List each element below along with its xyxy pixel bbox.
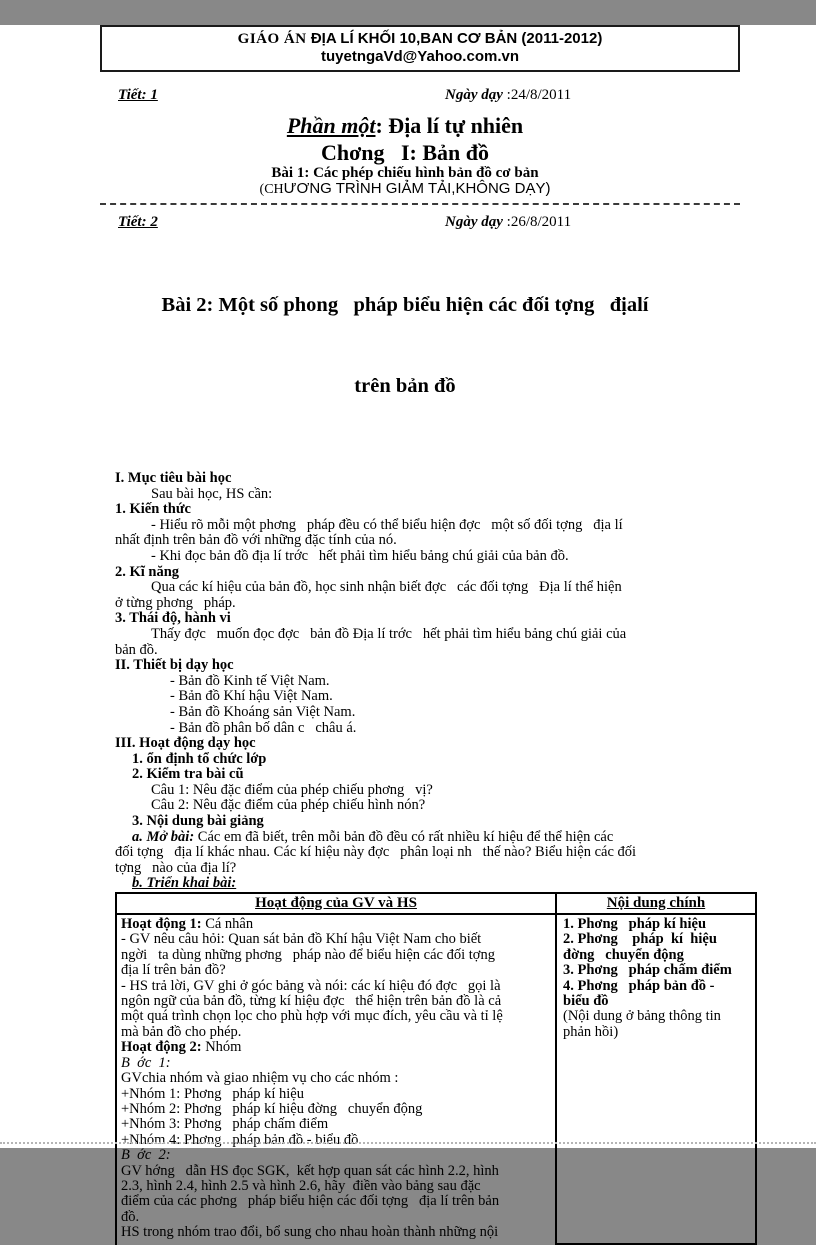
part-title [115,112,695,140]
gv-hs-activity-cell [117,915,557,1245]
line-text: +Nhóm 2: Phơng pháp kí hiệu đờng chuyển động [121,1100,423,1117]
line-text: 4. Phơng pháp bản đồ - [563,977,715,994]
table-header-right-cell [557,894,755,913]
ngay-day-1-value: :24/8/2011 [502,87,572,103]
header-left-label: Hoạt động của GV và HS [255,895,417,912]
tiet-2-label: Tiết: 2 [118,214,158,230]
line-text: GVchia nhóm và giao nhiệm vụ cho các nhóm : [121,1070,399,1087]
text-line [121,1210,551,1225]
text-line [115,752,757,768]
text-line [115,736,757,752]
text-line [121,1164,551,1179]
line-text: bản đồ. [115,641,158,658]
banner-email: tuyetngaVd@Yahoo.com.vn [321,48,519,65]
text-line [115,502,757,518]
text-line [121,932,551,947]
line-text: - Hiểu rõ mỗi một phơng pháp đều có thể biểu hiện đợc một số đối tợng địa lí [151,516,623,533]
dashed-separator [100,203,740,205]
text-line [563,963,751,978]
tiet-1-label: Tiết: 1 [118,87,158,103]
text-line [563,948,751,963]
banner-title-lead: GIÁO ÁN [237,31,311,47]
text-line [115,814,757,830]
text-line [115,596,757,612]
chapter-title: Chơng I: Bản đồ [320,140,490,165]
text-line [115,565,757,581]
text-line [121,1025,551,1040]
line-text: mà bản đồ cho phép. [121,1023,242,1040]
note-lead: (CH [259,182,284,197]
line-text: 3. Phơng pháp chấm điểm [563,962,732,979]
text-line [115,798,757,814]
text-line [121,963,551,978]
session-row-2 [118,214,816,230]
text-line [121,1009,551,1024]
line-text: 2. Phơng pháp kí hiệu [563,931,717,948]
part-title-lead: Phần một [286,113,376,138]
text-line [115,861,757,877]
line-text: I. Mục tiêu bài học [115,470,232,486]
line-text: đối tợng địa lí khác nhau. Các kí hiệu này đợc phân loại nh thế nào? Biểu hiện các đối [115,844,637,861]
banner-title-line [102,30,738,48]
line-lead: a. Mở bài: [132,828,195,845]
text-line [121,1194,551,1209]
line-text: 3. Thái độ, hành vi [115,610,231,627]
page-boundary-dotted-line [0,1142,816,1144]
text-line [115,471,757,487]
text-line [121,948,551,963]
line-text: Nhóm [201,1039,242,1056]
text-line [121,994,551,1009]
table-header-row [117,894,755,915]
line-text: 2. Kĩ năng [115,563,180,580]
text-line [563,932,751,947]
line-lead: Hoạt động 2: [121,1039,202,1056]
reduced-program-note [115,181,695,197]
text-line [121,1071,551,1086]
ngay-day-1-label: Ngày dạy [445,87,503,103]
text-line [115,658,757,674]
header-right-label: Nội dung chính [606,895,706,912]
line-text: phản hồi) [563,1023,619,1040]
text-line [563,1025,751,1040]
text-line [121,1179,551,1194]
line-text: đờng chuyển động [563,946,684,963]
lesson-body [115,471,757,892]
line-text: - Khi đọc bản đồ địa lí trớc hết phải tìm hiểu bảng chú giải của bản đồ. [151,547,569,564]
text-line [121,1102,551,1117]
text-line [115,487,757,503]
part-title-block [115,112,695,197]
text-line [121,1117,551,1132]
line-text: Câu 1: Nêu đặc điểm của phép chiếu phơng vị? [151,781,433,798]
text-line [121,1225,551,1240]
text-line [115,643,757,659]
text-line [563,994,751,1009]
line-text: - HS trả lời, GV ghi ở góc bảng và nói: các kí hiệu đó đợc gọi là [121,977,501,994]
line-text: nhất định trên bản đồ với những đặc tính của nó. [115,532,397,549]
text-line [121,1087,551,1102]
line-text: Câu 2: Nêu đặc điểm của phép chiếu hình nón? [151,797,426,814]
line-text: 1. Phơng pháp kí hiệu [563,916,707,933]
text-line [115,705,757,721]
text-line [115,611,757,627]
line-text: Các em đã biết, trên mỗi bản đồ đều có rất nhiều kí hiệu để thể hiện các [194,828,614,845]
line-text: đồ. [121,1208,140,1225]
line-text: tợng nào của địa lí? [115,859,237,876]
text-line [121,979,551,994]
line-text: - GV nêu câu hỏi: Quan sát bản đồ Khí hậu Việt Nam cho biết [121,931,482,948]
ngay-day-2-label: Ngày dạy [445,214,503,230]
text-line [115,876,757,892]
text-line [115,767,757,783]
lesson1-title: Bài 1: Các phép chiếu hình bản đồ cơ bản [271,165,539,181]
lesson2-title [115,238,695,454]
line-text: Qua các kí hiệu của bản đồ, học sinh nhận biết đợc các đối tợng Địa lí thể hiện [151,579,622,596]
text-line [115,830,757,846]
line-text: III. Hoạt động dạy học [115,735,256,752]
line-text: điểm của các phơng pháp biểu hiện các đối tợng địa lí trên bản [121,1193,500,1210]
line-text: GV hớng dẫn HS đọc SGK, kết hợp quan sát các hình 2.2, hình [121,1162,499,1179]
text-line [121,1040,551,1055]
line-lead: Hoạt động 1: [121,916,202,933]
line-text: Sau bài học, HS cần: [151,485,273,502]
line-text: ngời ta dùng những phơng pháp nào để biểu hiện các đối tợng [121,946,495,963]
line-text: (Nội dung ở bảng thông tin [563,1008,721,1025]
line-text: +Nhóm 4: Phơng pháp bản đồ - biểu đồ [121,1131,359,1148]
line-text: Cá nhân [201,916,254,933]
line-text: một quá trình chọn lọc cho phù hợp với mục đích, yêu cầu và tỉ lệ [121,1008,503,1025]
text-line [115,549,757,565]
line-text: +Nhóm 1: Phơng pháp kí hiệu [121,1085,304,1102]
text-line [121,1056,551,1071]
text-line [115,674,757,690]
line-text: B ớc 2: [121,1147,171,1164]
line-text: ở từng phơng pháp. [115,594,236,611]
text-line [115,783,757,799]
line-text: HS trong nhóm trao đổi, bổ sung cho nhau hoàn thành những nội [121,1224,499,1241]
text-line [563,917,751,932]
text-line [115,845,757,861]
ngay-day-1 [445,87,571,104]
text-line [115,518,757,534]
ngay-day-2 [445,214,571,231]
document-page [0,25,816,1241]
line-text: II. Thiết bị dạy học [115,657,234,674]
lesson2-title-line1: Bài 2: Một số phong pháp biểu hiện các đối tợng địalí [161,294,649,316]
table-body-row [117,915,755,1245]
header-banner [100,25,740,72]
line-text: Thấy đợc muốn đọc đợc bản đồ Địa lí trớc hết phải tìm hiểu bảng chú giải của [151,625,627,642]
line-text: - Bản đồ Kinh tế Việt Nam. [170,672,330,689]
text-line [115,580,757,596]
line-text: B ớc 1: [121,1054,171,1071]
line-text: ngôn ngữ của bản đồ, từng kí hiệu đợc thể hiện trên bản đồ là cả [121,993,502,1010]
text-line [563,1009,751,1024]
ngay-day-2-value: :26/8/2011 [502,214,572,230]
text-line [563,979,751,994]
text-line [115,533,757,549]
line-text: biểu đồ [563,993,609,1010]
line-text: 3. Nội dung bài giảng [132,813,264,830]
line-text: - Bản đồ Khí hậu Việt Nam. [170,688,333,705]
session-row-1 [118,87,816,103]
lesson2-title-line2: trên bản đồ [354,375,456,397]
line-text: 2.3, hình 2.4, hình 2.5 và hình 2.6, hãy điền vào bảng sau đặc [121,1177,481,1194]
table-header-left-cell [117,894,557,913]
note-rest: ƯƠNG TRÌNH GIẢM TẢI,KHÔNG DẠY) [283,180,551,197]
main-content-cell [557,915,755,1245]
text-line [121,1148,551,1163]
text-line [121,1133,551,1148]
banner-title-rest: ĐỊA LÍ KHỐI 10,BAN CƠ BẢN (2011-2012) [310,30,603,47]
line-text: 1. ổn định tổ chức lớp [132,750,267,767]
line-text: 1. Kiến thức [115,501,191,518]
part-title-rest: : Địa lí tự nhiên [375,113,524,138]
activities-table [115,892,757,1245]
line-text: địa lí trên bản đồ? [121,962,226,979]
line-text: 2. Kiểm tra bài cũ [132,766,244,783]
text-line [121,917,551,932]
text-line [115,721,757,737]
line-text: - Bản đồ Khoáng sản Việt Nam. [170,703,356,720]
line-text: +Nhóm 3: Phơng pháp chấm điểm [121,1116,329,1133]
line-lead: b. Triển khai bài: [132,875,237,892]
line-text: - Bản đồ phân bố dân c châu á. [170,719,357,736]
text-line [115,627,757,643]
text-line [115,689,757,705]
